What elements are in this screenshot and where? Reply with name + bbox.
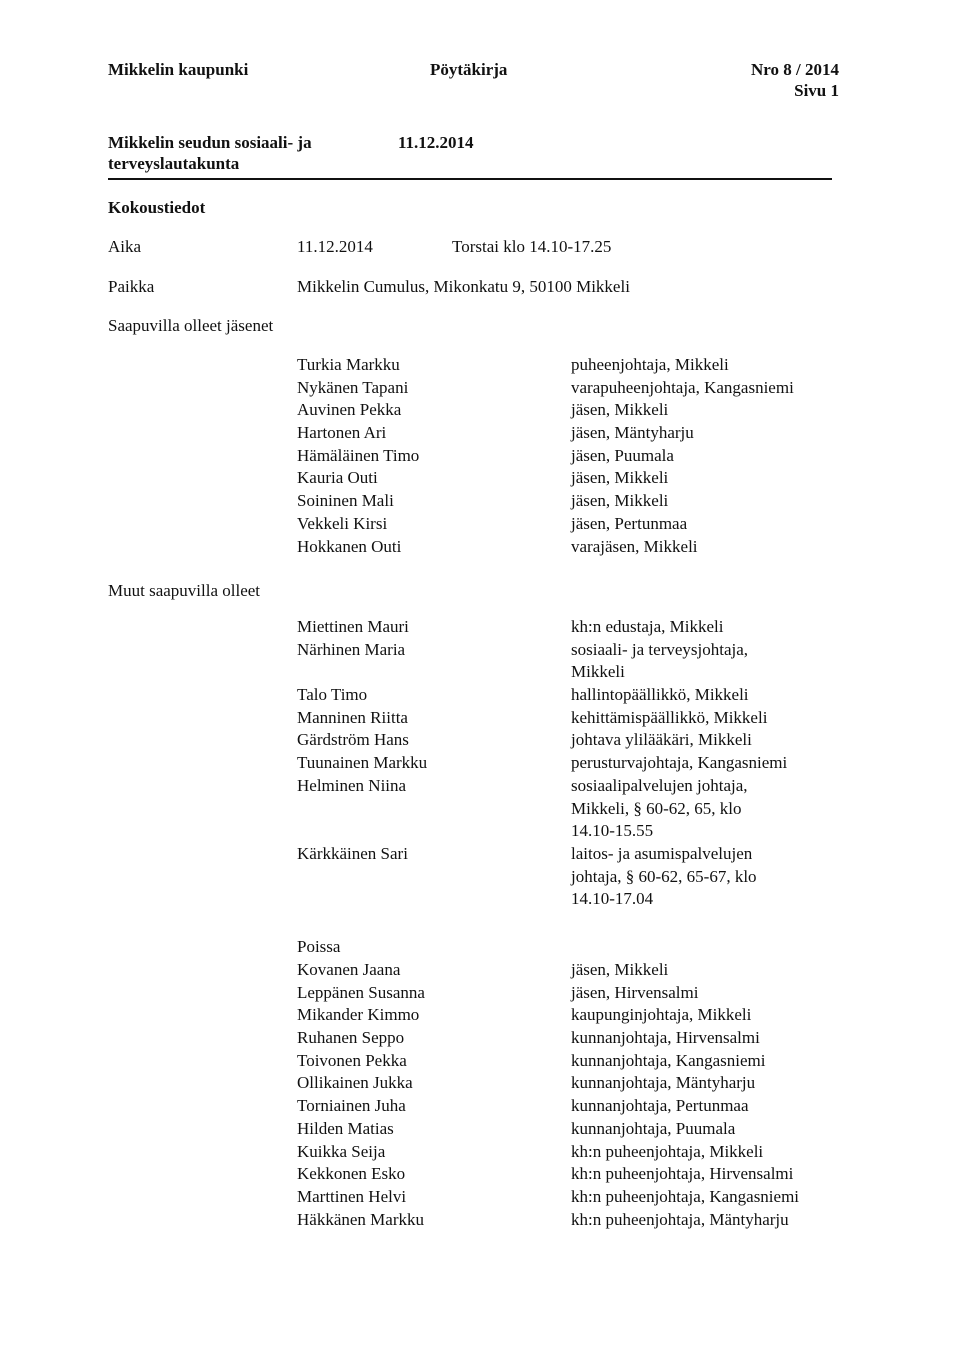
list-item: Kärkkäinen Sari [297,843,408,863]
list-item: jäsen, Mikkeli [571,468,669,488]
list-item: kunnanjohtaja, Mäntyharju [571,1073,756,1093]
org-name: Mikkelin kaupunki [108,60,249,79]
list-item: kunnanjohtaja, Hirvensalmi [571,1028,760,1048]
list-item: perusturvajohtaja, Kangasniemi [571,753,788,773]
list-item: Kuikka Seija [297,1141,386,1161]
list-item: kehittämispäällikkö, Mikkeli [571,707,768,727]
time-date: 11.12.2014 [297,237,373,256]
list-item: Häkkänen Markku [297,1209,424,1229]
list-item: jäsen, Mikkeli [571,960,669,979]
header-divider [108,178,832,180]
board-name-line1: Mikkelin seudun sosiaali- ja [108,133,312,152]
list-item: Manninen Riitta [297,707,408,727]
list-item: jäsen, Mäntyharju [571,423,694,443]
list-item: Turkia Markku [297,355,400,374]
list-item: Mikkeli, § 60-62, 65, klo [571,798,742,818]
list-item: Ruhanen Seppo [297,1028,405,1048]
list-item: jäsen, Pertunmaa [571,513,688,533]
list-item: sosiaalipalvelujen johtaja, [571,775,748,795]
list-item: jäsen, Puumala [571,445,674,465]
list-item: Tuunainen Markku [297,753,428,773]
list-item: Talo Timo [297,685,368,705]
absent-label: Poissa [297,937,341,956]
list-item: varapuheenjohtaja, Kangasniemi [571,377,794,397]
list-item: Miettinen Mauri [297,617,409,636]
place-value: Mikkelin Cumulus, Mikonkatu 9, 50100 Mikkeli [297,277,630,296]
list-item: 14.10-15.55 [571,821,654,841]
list-item: jäsen, Hirvensalmi [571,982,699,1002]
list-item: Kekkonen Esko [297,1164,406,1184]
list-item: kh:n edustaja, Mikkeli [571,617,724,636]
other-present-roles [571,616,787,911]
section-heading: Kokoustiedot [108,198,206,217]
list-item [297,798,427,821]
list-item: Kauria Outi [297,468,378,488]
list-item: Hämäläinen Timo [297,445,420,465]
list-item: Hokkanen Outi [297,536,402,556]
list-item: Toivonen Pekka [297,1050,407,1070]
list-item: jäsen, Mikkeli [571,491,669,511]
list-item: varajäsen, Mikkeli [571,536,698,556]
list-item: Mikander Kimmo [297,1005,420,1025]
board-name-line2: terveyslautakunta [108,154,240,173]
list-item [297,820,427,843]
list-item: kh:n puheenjohtaja, Hirvensalmi [571,1164,794,1184]
list-item: 14.10-17.04 [571,889,654,909]
present-members-names [297,354,419,558]
place-label: Paikka [108,277,155,296]
time-label: Aika [108,237,142,256]
list-item: Mikkeli [571,662,625,682]
time-value: Torstai klo 14.10-17.25 [452,237,612,256]
doc-number: Nro 8 / 2014 [751,60,839,79]
list-item: Torniainen Juha [297,1096,406,1116]
list-item: johtava ylilääkäri, Mikkeli [571,730,752,750]
absent-roles [571,959,799,1231]
list-item: sosiaali- ja terveysjohtaja, [571,639,749,659]
list-item [297,661,427,684]
list-item: kh:n puheenjohtaja, Kangasniemi [571,1186,800,1206]
list-item: kaupunginjohtaja, Mikkeli [571,1005,752,1025]
list-item: Hilden Matias [297,1118,394,1138]
list-item: Kovanen Jaana [297,960,401,979]
list-item: Hartonen Ari [297,423,387,443]
list-item: jäsen, Mikkeli [571,400,669,420]
list-item: kh:n puheenjohtaja, Mikkeli [571,1141,764,1161]
list-item: Närhinen Maria [297,639,406,659]
list-item: Ollikainen Jukka [297,1073,413,1093]
list-item: hallintopäällikkö, Mikkeli [571,685,749,705]
list-item: Helminen Niina [297,775,407,795]
list-item: Auvinen Pekka [297,400,402,420]
list-item: kh:n puheenjohtaja, Mäntyharju [571,1209,789,1229]
list-item: Gärdström Hans [297,730,409,750]
meeting-date: 11.12.2014 [398,133,474,152]
other-present-names [297,616,427,866]
list-item: Vekkeli Kirsi [297,513,388,533]
list-item: kunnanjohtaja, Puumala [571,1118,736,1138]
list-item: Soininen Mali [297,491,394,511]
absent-names [297,959,425,1231]
list-item: puheenjohtaja, Mikkeli [571,355,729,374]
list-item: johtaja, § 60-62, 65-67, klo [571,866,757,886]
list-item: Nykänen Tapani [297,377,409,397]
list-item: kunnanjohtaja, Pertunmaa [571,1096,749,1116]
page-number: Sivu 1 [794,81,839,100]
list-item: Marttinen Helvi [297,1186,407,1206]
list-item: Leppänen Susanna [297,982,425,1002]
list-item: kunnanjohtaja, Kangasniemi [571,1050,766,1070]
doc-type: Pöytäkirja [430,60,508,79]
present-members-label: Saapuvilla olleet jäsenet [108,316,274,335]
present-members-roles [571,354,794,558]
list-item: laitos- ja asumispalvelujen [571,843,753,863]
other-present-label: Muut saapuvilla olleet [108,581,261,600]
